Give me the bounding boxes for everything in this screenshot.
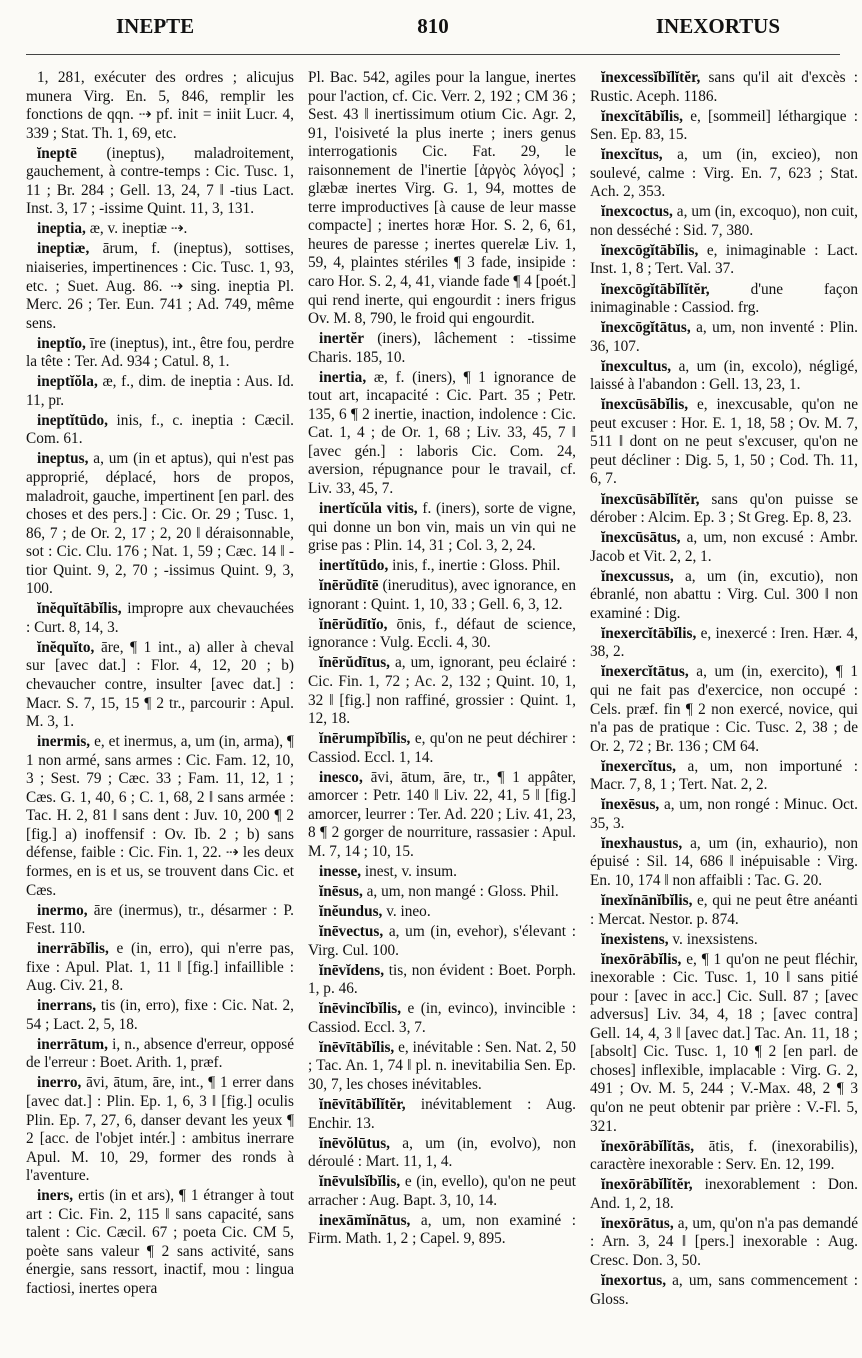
dictionary-entry [590,529,858,566]
headword: ĭnēvŏlūtus, [319,1134,390,1152]
dictionary-entry [308,500,576,556]
headword: ĭnexcĭtus, [601,146,663,164]
dictionary-entry [308,654,576,728]
entry-definition: ātis, f. (inexorabilis), caractère inexorable : Serv. En. 12, 199. [590,1137,858,1174]
entry-definition: āre (inermus), tr., désarmer : P. Fest. 110. [26,901,294,938]
entry-definition: inexorablement : Don. And. 1, 2, 18. [590,1176,858,1212]
dictionary-entry [308,863,576,882]
header-last-headword: INEXORTUS [655,14,780,38]
headword: ĭnexercĭtātus, [601,663,689,681]
dictionary-entry [590,1272,858,1309]
entry-definition: æ, f. (iners), ¶ 1 ignorance de tout art, incapacité : Cic. Part. 35 ; Petr. 135, 6 ¶ 2 inertie, inaction, indolence : Cic. Cat. 1, 4 ; de Or. 1, 68 ; Liv. 33, 45, 7 ‖ [avec gén.] : laboris Cic. Com. 24, aversion, répugnance pour le travail, cf. Liv. 33, 45, 7. [308,368,577,498]
headword: ĭnĕquĭtābĭlis, [37,600,122,618]
dictionary-entry [308,1039,576,1095]
entry-definition: a, um (in, excieo), non soulevé, calme : Virg. En. 7, 623 ; Stat. Ach. 2, 353. [590,146,858,201]
entry-definition: a, um (in, excoquo), non cuit, non desséché : Sid. 7, 380. [590,203,859,239]
headword: inertĕr [319,330,365,348]
headword: ĭnexōrātus, [601,1214,674,1232]
entry-definition: āre, ¶ 1 int., a) aller à cheval sur [avec dat.] : Flor. 4, 12, 20 ; b) chevaucher contre, insulter [avec dat.] : Macr. S. 7, 15, 15 ¶ 2 tr., parcourir : Apul. M. 3, 1. [26,638,294,731]
entry-definition: tis (in, erro), fixe : Cic. Nat. 2, 54 ; Lact. 2, 5, 18. [26,997,294,1033]
headword: ĭnēvītābĭlis, [319,1038,395,1056]
dictionary-entry [26,1074,294,1185]
text-columns [26,69,859,1311]
headword: iners, [37,1187,74,1205]
entry-definition: e, inexcusable, qu'on ne peut excuser : Hor. E. 1, 18, 58 ; Ov. M. 7, 511 ‖ dont on ne peut s'excuser, qu'on ne peut décliner : Dig. 5, 1, 50 ; Cod. Th. 11, 6, 7. [590,396,858,488]
entry-definition: a, um (in, evehor), s'élevant : Virg. Cul. 100. [308,923,576,959]
dictionary-entry [590,1176,858,1213]
entry-definition: a, um (in, exhaurio), non épuisé : Sil. 14, 686 ‖ inépuisable : Virg. En. 10, 174 ‖ non affaibli : Tac. G. 20. [590,834,858,889]
entry-definition: āvi, ātum, āre, int., ¶ 1 errer dans [avec dat.] : Plin. Ep. 1, 6, 3 ‖ [fig.] oculis Plin. Ep. 7, 27, 6, danser devant les yeux ¶ 2 [acc. de l'objet intér.] : ambitus inerrare Apul. M. 10, 29, former des ronds à l'aventure. [26,1074,294,1185]
dictionary-entry [26,639,294,732]
entry-definition: (iners), lâchement : -tissime Charis. 185, 10. [308,330,576,366]
dictionary-entry [308,1212,576,1249]
headword: ineptus, [37,450,89,468]
dictionary-entry [590,625,858,662]
entry-definition: āvi, ātum, āre, tr., ¶ 1 appâter, amorcer : Petr. 140 ‖ Liv. 22, 41, 5 ‖ [fig.] amorcer, leurrer : Ter. Ad. 220 ; Liv. 41, 23, 8 ¶ 2 gorger de nourriture, rassasier : Apul. M. 7, 14 ; 10, 15. [308,768,576,860]
headword: ĭnexistens, [601,930,669,948]
dictionary-entry [590,758,858,795]
entry-definition: e, ¶ 1 qu'on ne peut fléchir, inexorable : Cic. Tusc. 1, 10 ‖ sans pitié pour : [avec in acc.] Cic. Sull. 87 ; [avec adversus] Liv. 34, 4, 18 ; [avec contra] Gell. 14, 4, 3 ‖ [avec dat.] Tac. An. 11, 18 ; [absolt] Cic. Tusc. 1, 10 ¶ 2 [en parl. de choses] inflexible, implacable : Virg. G. 2, 491 ; Ov. M. 5, 244 ; V.-Max. 48, 2 ¶ 3 qu'on ne peut obtenir par prière : V.-Fl. 5, 321. [590,950,858,1135]
headword: inertia, [319,368,367,386]
header-first-headword: INEPTE [116,14,195,38]
dictionary-entry [590,203,858,240]
entry-definition: a, um, non inventé : Plin. 36, 107. [590,319,859,355]
headword: inesse, [319,862,362,880]
dictionary-entry [308,730,576,767]
entry-definition: Pl. Bac. 542, agiles pour la langue, inertes pour l'action, cf. Cic. Verr. 2, 192 ; CM 36 ; Sest. 43 ‖ inertissimum otium Cic. Agr. 2, 91, l'oisiveté la plus inerte ; iners genus interrogationis Cic. Fat. 29, le raisonnement de l'inertie [ἀργὸς λόγος] ; glæbæ inertes Virg. G. 1, 94, mottes de terre improductives [à cause de leur masse compacte] ; inertes horæ Hor. S. 2, 6, 61, heures de paresse ; inertes querelæ Liv. 1, 59, 4, plaintes stériles ¶ 3 fade, insipide : caro Hor. S. 2, 4, 41, viande fade ¶ 4 [poét.] qui rend inerte, qui engourdit : iners frigus Ov. M. 8, 790, le froid qui engourdit. [308,69,576,328]
headword: inexāmĭnātus, [319,1211,411,1229]
dictionary-entry [590,491,858,528]
headword: ĭnēvectus, [319,923,384,941]
dictionary-entry [308,1096,576,1133]
entry-definition: e, [sommeil] léthargique : Sen. Ep. 83, 15. [590,107,858,144]
column-1 [26,69,294,1311]
dictionary-entry [590,796,858,833]
headword: ĭnexōrābĭlĭtās, [601,1137,695,1155]
headword: ĭnexōrābĭlĭtĕr, [601,1176,693,1194]
entry-definition: ertis (in et ars), ¶ 1 étranger à tout art : Cic. Fin. 2, 115 ‖ sans capacité, sans talent : Cic. Cæcil. 67 ; poeta Cic. CM 5, poète sans valeur ¶ 2 sans activité, sans énergie, sans ressort, inactif, mou : lingua factiosi, inertes opera [26,1187,294,1297]
entry-definition: e, et inermus, a, um (in, arma), ¶ 1 non armé, sans armes : Cic. Fam. 12, 10, 3 ; Sest. 79 ; Cæc. 33 ; Fam. 11, 12, 1 ; Cæs. G. 1, 40, 6 ; C. 1, 68, 2 ‖ sans armée : Tac. H. 2, 81 ‖ sans dent : Juv. 10, 200 ¶ 2 [fig.] a) inoffensif : Ov. Ib. 2 ; b) sans défense, faible : Cic. Fin. 1, 22. ⇢ les deux formes, en is et us, se trouvent dans Cic. et Cæs. [26,733,294,899]
dictionary-entry [590,1215,858,1271]
entry-definition: (ineptus), maladroitement, gauchement, à contre-temps : Cic. Tusc. 1, 11 ; Br. 284 ; Gell. 13, 24, 7 ‖ -tius Lact. Inst. 3, 17 ; -issime Quint. 11, 3, 131. [26,144,294,218]
dictionary-entry [308,69,576,329]
dictionary-entry [308,923,576,960]
entry-definition: tis, non évident : Boet. Porph. 1, p. 46. [308,961,576,998]
entry-definition: inévitablement : Aug. Enchir. 13. [308,1096,576,1132]
headword: ĭnexōrābĭlis, [601,950,682,968]
entry-definition: f. (iners), sorte de vigne, qui donne un bon vin, mais un vin qui ne grise pas : Plin. 14, 31 ; Col. 3, 2, 24. [308,500,576,555]
headword: ĭnexcĭtābĭlis, [601,107,684,125]
dictionary-entry [26,69,294,143]
entry-definition: ōnis, f., défaut de science, ignorance : Vulg. Eccli. 4, 30. [308,615,577,652]
dictionary-entry [26,600,294,637]
headword: inerrābĭlis, [37,940,109,958]
headword: ĭnexcōgĭtābĭlĭtĕr, [601,280,710,298]
dictionary-entry [26,335,294,372]
dictionary-entry [590,69,858,106]
entry-definition: d'une façon inimaginable : Cassiod. frg. [590,280,858,317]
headword: ĭnērŭdītĭo, [319,615,388,633]
headword: ĭnexcussus, [601,567,674,585]
entry-definition: a, um (in, evolvo), non déroulé : Mart. 11, 1, 4. [308,1134,576,1171]
entry-definition: e (in, evello), qu'on ne peut arracher : Aug. Bapt. 3, 10, 14. [308,1173,576,1209]
dictionary-entry [590,358,858,395]
entry-definition: e, inexercé : Iren. Hær. 4, 38, 2. [590,624,858,661]
entry-definition: inest, v. insum. [364,862,457,880]
dictionary-entry [308,769,576,862]
headword: inermo, [37,901,88,919]
headword: ĭnĕquĭto, [37,638,95,656]
dictionary-entry [308,1000,576,1037]
entry-definition: a, um (in, excolo), négligé, laissé à l'abandon : Gell. 13, 23, 1. [590,357,858,394]
dictionary-entry [308,883,576,902]
dictionary-entry [308,616,576,653]
column-2 [308,69,576,1311]
headword: ĭnexēsus, [601,796,660,814]
headword: inerro, [37,1074,82,1092]
page-number: 810 [417,14,449,38]
headword: ĭnexortus, [601,1271,667,1289]
headword: ineptia, [37,220,86,238]
headword: ĭnexercĭtus, [601,757,676,775]
dictionary-entry [590,396,858,489]
entry-definition: impropre aux chevauchées : Curt. 8, 14, 3. [26,600,294,636]
entry-definition: v. ineo. [386,903,431,921]
entry-definition: e, inimaginable : Lact. Inst. 1, 8 ; Tert. Val. 37. [590,241,858,278]
dictionary-entry [590,835,858,891]
entry-definition: sans qu'il ait d'excès : Rustic. Aceph. 1186. [590,69,859,105]
headword: ĭnexercĭtābĭlis, [601,624,697,642]
headword: ineptiæ, [37,240,90,258]
entry-definition: a, um, non rongé : Minuc. Oct. 35, 3. [590,796,858,832]
headword: ĭneptē [37,144,77,162]
dictionary-entry [308,369,576,499]
headword: ĭnēvulsĭbĭlis, [319,1173,401,1191]
dictionary-entry [308,1135,576,1172]
headword: ĭnēsus, [319,883,363,901]
entry-definition: i, n., absence d'erreur, opposé de l'erreur : Boet. Arith. 1, præf. [26,1035,294,1072]
entry-definition: a, um, non examiné : Firm. Math. 1, 2 ; Capel. 9, 895. [308,1211,576,1248]
entry-definition: 1, 281, exécuter des ordres ; alicujus munera Virg. En. 5, 846, remplir les fonctions de qqn. ⇢ pf. init = iniit Lucr. 4, 339 ; Stat. Th. 1, 69, etc. [26,69,294,142]
headword: ĭnērŭdītus, [319,654,390,672]
dictionary-entry [590,568,858,624]
entry-definition: a, um, non mangé : Gloss. Phil. [366,883,559,901]
dictionary-entry [308,330,576,367]
entry-definition: a, um, ignorant, peu éclairé : Cic. Fin. 1, 72 ; Ac. 2, 132 ; Quint. 10, 1, 32 ‖ [fig.] non raffiné, grossier : Quint. 1, 12, 18. [308,654,577,728]
headword: ĭnērŭdītē [319,577,379,595]
entry-definition: e, inévitable : Sen. Nat. 2, 50 ; Tac. An. 1, 74 ‖ pl. n. inevitabilia Sen. Ep. 30, 7, les choses inévitables. [308,1038,577,1093]
dictionary-entry [590,1138,858,1175]
headword: ĭnexcultus, [601,357,672,375]
dictionary-entry [590,146,858,202]
entry-definition: a, um, non excusé : Ambr. Jacob et Vit. 2, 2, 1. [590,529,858,565]
dictionary-entry [26,412,294,449]
entry-definition: æ, f., dim. de ineptia : Aus. Id. 11, pr. [26,373,295,409]
headword: ĭnĕundus, [319,903,383,921]
headword: ĭnexcoctus, [601,203,673,221]
entry-definition: a, um (in, excutio), non ébranlé, non abattu : Virg. Cul. 300 ‖ non examiné : Dig. [590,567,858,622]
entry-definition: a, um (in et aptus), qui n'est pas approprié, déplacé, hors de propos, maladroit, gauche, impertinent [en parl. des choses et des pers.] : Cic. Or. 29 ; Tusc. 1, 86, 7 ; de Or. 2, 17 ; 2, 20 ‖ déraisonnable, sot : Cic. Clu. 176 ; Nat. 1, 59 ; Cæc. 14 ‖ -tior Quint. 9, 2, 70 ; -issimus Quint. 9, 3, 100. [26,450,294,598]
dictionary-entry [308,577,576,614]
headword: ĭnēvītābĭlĭtĕr, [319,1096,406,1114]
entry-definition: æ, v. ineptiæ ⇢. [89,220,188,238]
dictionary-entry [308,557,576,576]
headword: ineptĭŏla, [37,373,98,391]
entry-definition: sans qu'on puisse se dérober : Alcim. Ep. 3 ; St Greg. Ep. 8, 23. [590,490,858,527]
entry-definition: ārum, f. (ineptus), sottises, niaiseries, impertinences : Cic. Tusc. 1, 93, etc. ; Suet. Aug. 86. ⇢ sing. ineptia Pl. Merc. 26 ; Ter. Eun. 741 ; Ad. 749, même sens. [26,240,295,332]
dictionary-entry [590,951,858,1136]
dictionary-entry [26,240,294,333]
headword: ĭnēvincĭbĭlis, [319,1000,402,1018]
headword: ineptĭo, [37,334,86,352]
dictionary-entry [26,997,294,1034]
dictionary-entry [26,1187,294,1298]
dictionary-entry [308,1173,576,1210]
dictionary-entry [26,145,294,219]
dictionary-entry [590,281,858,318]
entry-definition: e, qu'on ne peut déchirer : Cassiod. Eccl. 1, 14. [308,730,576,766]
entry-definition: a, um (in, exercito), ¶ 1 qui ne fait pas d'exercice, non occupé : Cels. præf. fin ¶ 2 non exercé, novice, qui n'a pas de pratique : Cic. Tusc. 2, 38 ; de Or. 2, 72 ; Br. 136 ; CM 64. [590,663,859,755]
entry-definition: (ineruditus), avec ignorance, en ignorant : Quint. 1, 10, 33 ; Gell. 6, 3, 12. [308,577,576,613]
headword: inertĭcŭla vitis, [319,500,418,518]
column-3 [590,69,858,1311]
entry-definition: e, qui ne peut être anéanti : Mercat. Nestor. p. 874. [590,892,858,928]
headword: ĭnexĭnānĭbĭlis, [601,892,693,910]
dictionary-entry [590,108,858,145]
headword: inerrans, [37,997,97,1015]
dictionary-entry [590,319,858,356]
headword: ineptĭtūdo, [37,411,108,429]
dictionary-entry [308,903,576,922]
headword: ĭnērumpĭbĭlis, [319,730,411,748]
headword: ĭnexcessĭbĭlĭtĕr, [601,69,701,86]
headword: ĭnexcūsātus, [601,529,681,547]
headword: ĭnexcūsābĭlis, [601,396,689,414]
running-header [26,14,840,55]
headword: ĭnexcōgĭtātus, [601,319,691,337]
headword: inerrātum, [37,1035,108,1053]
dictionary-entry [26,902,294,939]
entry-definition: a, um, qu'on n'a pas demandé : Arn. 3, 24 ‖ [pers.] inexorable : Aug. Cresc. Don. 3, 50. [590,1214,858,1269]
headword: ĭnexhaustus, [601,834,683,852]
dictionary-entry [26,940,294,996]
dictionary-entry [26,1036,294,1073]
entry-definition: inis, f., inertie : Gloss. Phil. [392,557,561,575]
headword: ĭnexcōgĭtābĭlis, [601,241,699,259]
entry-definition: e (in, erro), qui n'erre pas, fixe : Apul. Plat. 1, 11 ‖ [fig.] infaillible : Aug. Civ. 21, 8. [26,940,294,995]
headword: ĭnēvĭdens, [319,961,385,979]
dictionary-entry [26,220,294,239]
entry-definition: e (in, evinco), invincible : Cassiod. Eccl. 3, 7. [308,1000,576,1036]
entry-definition: īre (ineptus), int., être fou, perdre la tête : Ter. Ad. 934 ; Catul. 8, 1. [26,334,294,371]
dictionary-entry [26,733,294,900]
dictionary-entry [26,450,294,598]
dictionary-entry [590,931,858,950]
dictionary-entry [590,663,858,756]
entry-definition: a, um, sans commencement : Gloss. [590,1271,859,1308]
entry-definition: inis, f., c. ineptia : Cæcil. Com. 61. [26,411,294,448]
dictionary-entry [26,373,294,410]
headword: ĭnexcūsābĭlĭtĕr, [601,490,700,508]
headword: inertĭtūdo, [319,557,389,575]
dictionary-entry [590,242,858,279]
headword: inesco, [319,768,363,786]
headword: inermis, [37,733,91,751]
entry-definition: v. inexsistens. [672,930,758,948]
dictionary-entry [308,962,576,999]
entry-definition: a, um, non importuné : Macr. 7, 8, 1 ; Tert. Nat. 2, 2. [590,757,858,794]
dictionary-entry [590,892,858,929]
